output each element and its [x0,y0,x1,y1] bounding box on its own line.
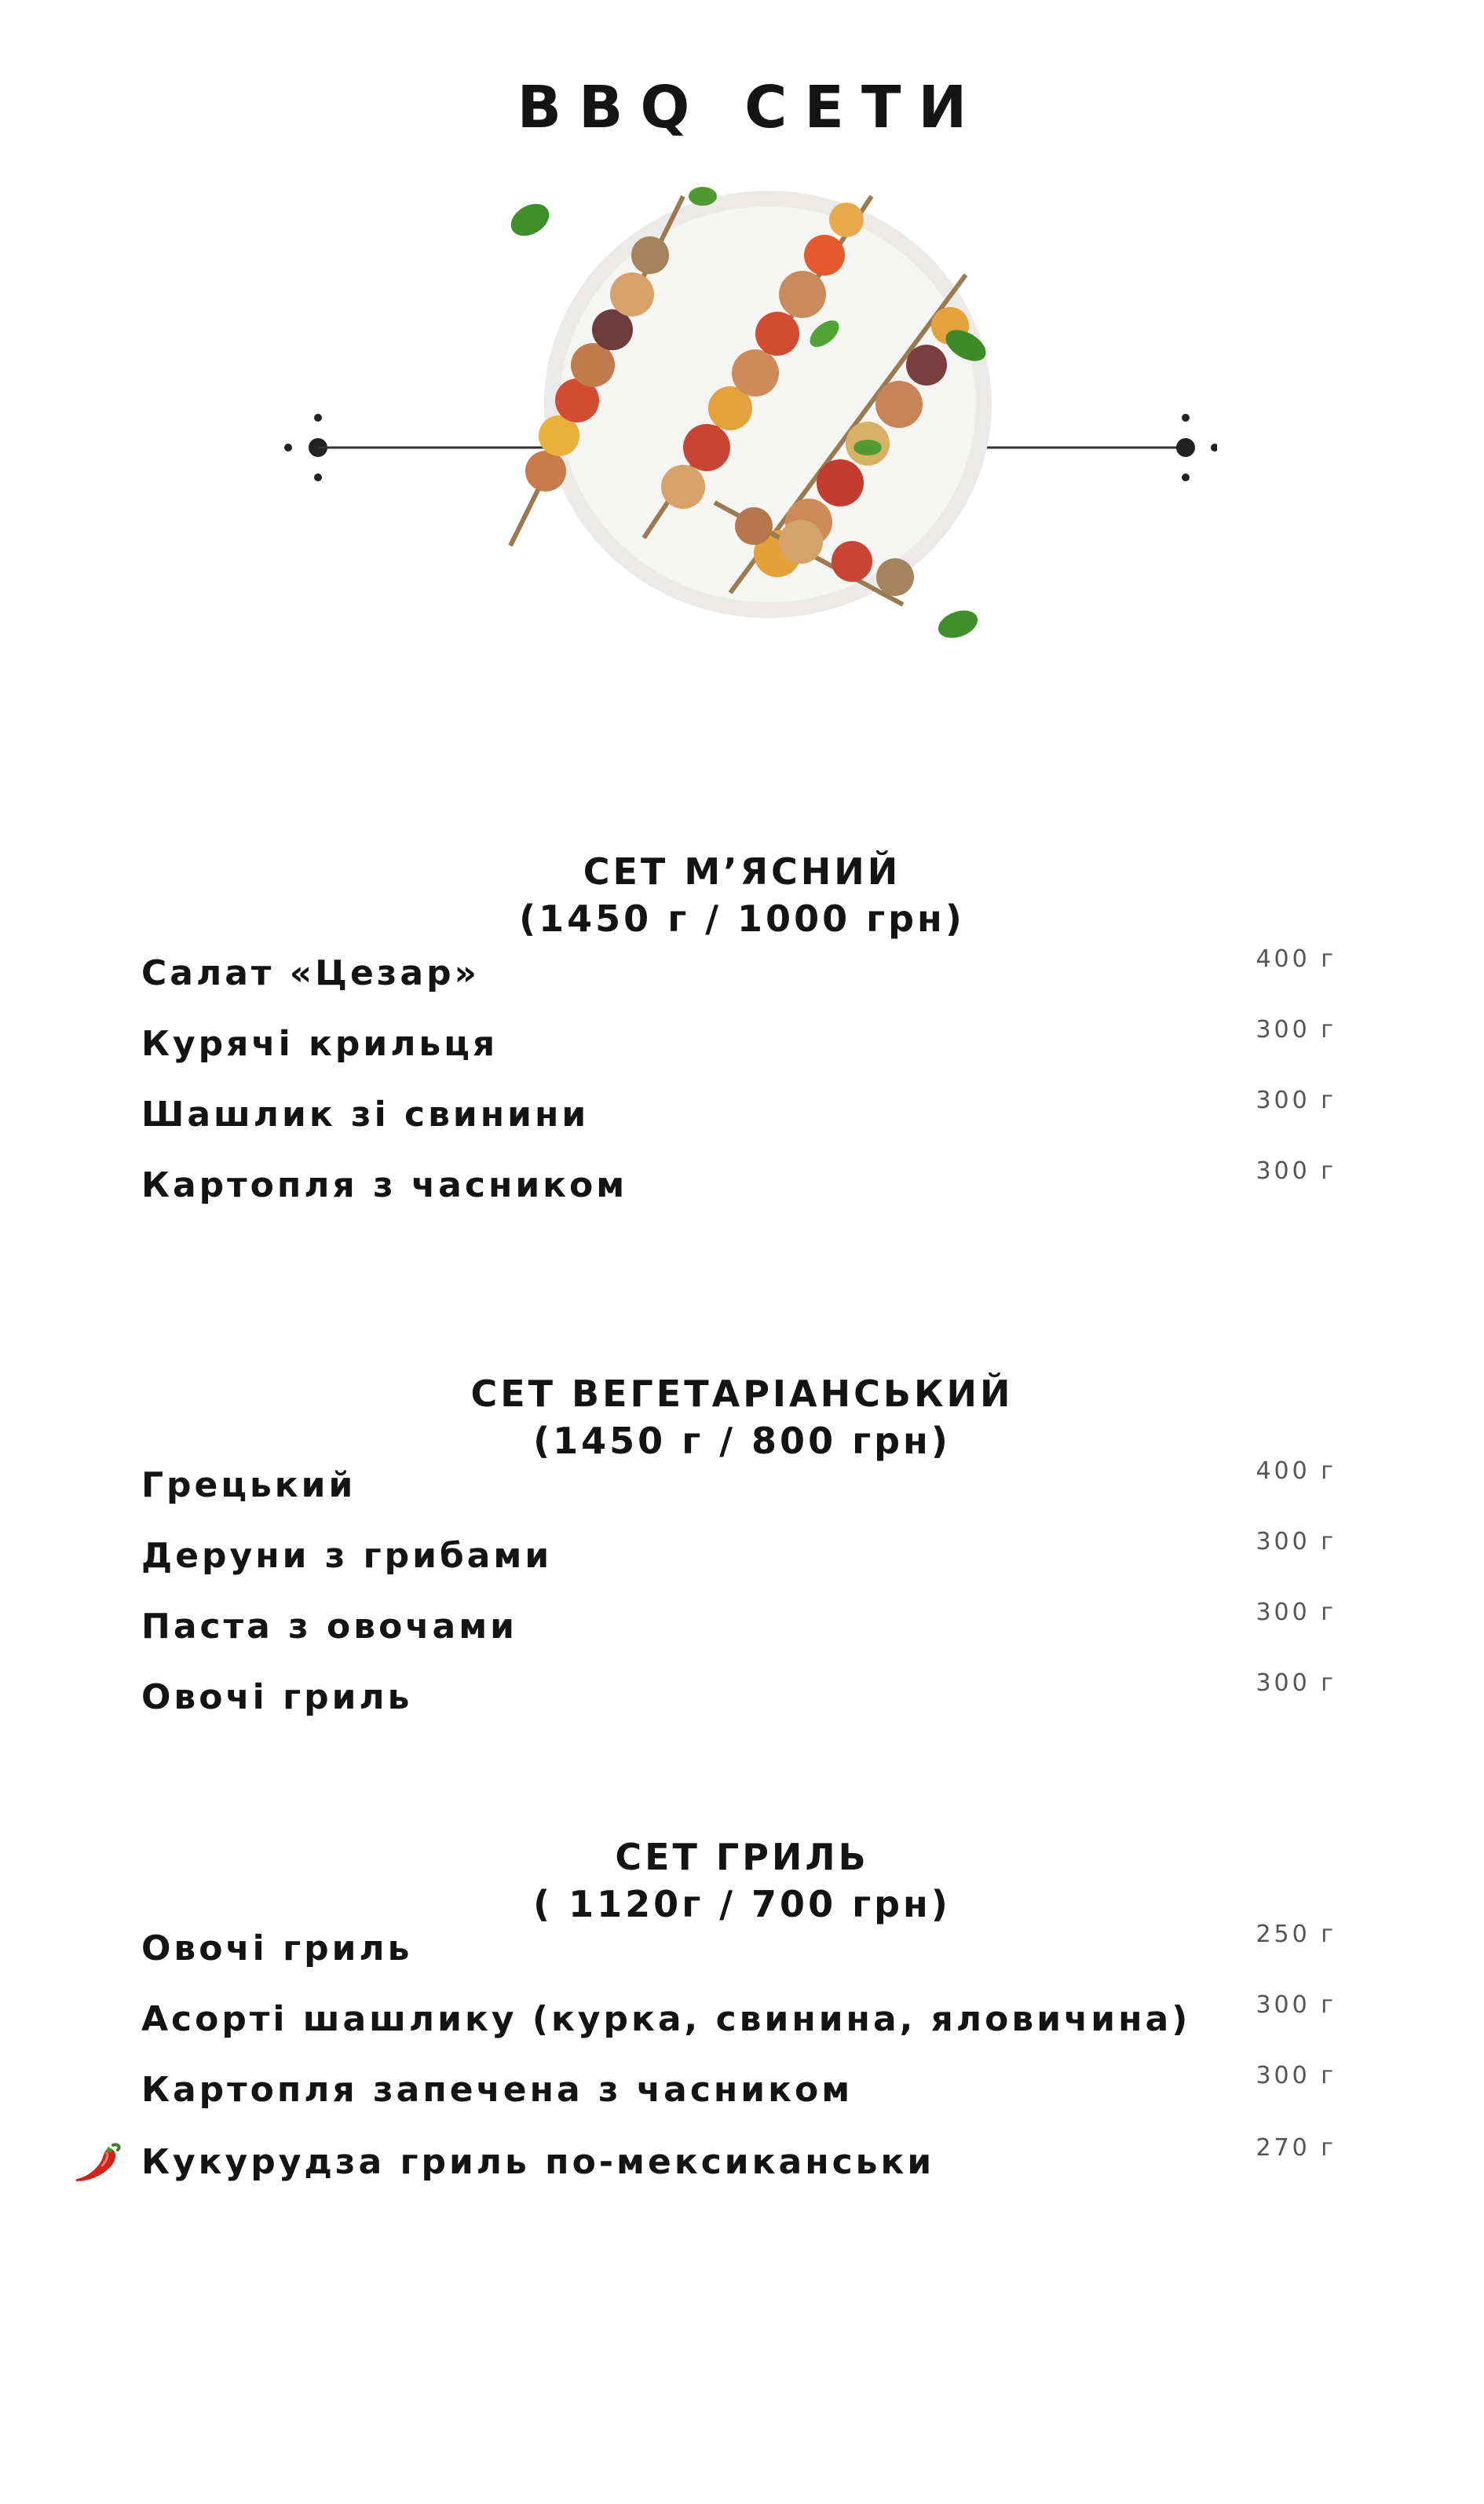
menu-item [141,1016,1343,1076]
divider-right [978,414,1217,481]
section-heading-grill [0,1833,1484,1928]
item-name: Грецький [141,1465,356,1505]
item-name: Овочі гриль [141,1928,413,1968]
menu-item [141,1669,1343,1729]
item-weight: 300 г [1256,1016,1336,1044]
menu-item [141,1528,1343,1588]
menu-item [141,1599,1343,1658]
item-name: Шашлик зі свинини [141,1095,590,1135]
item-name: Деруни з грибами [141,1536,553,1576]
menu-item [141,1087,1343,1146]
section-summary: ( 1120г / 700 грн) [533,1883,951,1925]
item-name: Асорті шашлику (курка, свинина, яловичина) [141,1999,1191,2039]
skewer-plate-image [505,187,992,643]
section-heading-vegetarian [0,1370,1484,1464]
item-weight: 300 г [1256,1157,1336,1185]
menu-item [141,1157,1343,1217]
section-summary: (1450 г / 800 грн) [533,1420,951,1462]
item-weight: 270 г [1256,2134,1336,2162]
divider-left [284,414,550,481]
hero-illustration [275,165,1217,667]
section-summary: (1450 г / 1000 грн) [519,897,965,940]
item-weight: 300 г [1256,1669,1336,1697]
item-weight: 300 г [1256,1087,1336,1114]
section-title: СЕТ М’ЯСНИЙ [583,850,901,893]
menu-item [141,1991,1343,2051]
item-name: Паста з овочами [141,1607,517,1647]
section-title: СЕТ ГРИЛЬ [615,1836,869,1878]
item-weight: 300 г [1256,1599,1336,1626]
item-name: Салат «Цезар» [141,953,480,993]
menu-item [141,2134,1343,2194]
item-weight: 400 г [1256,1457,1336,1485]
item-weight: 300 г [1256,1991,1336,2019]
item-name: Кукурудза гриль по-мексиканськи [141,2142,935,2182]
item-name: Овочі гриль [141,1677,413,1717]
page-title: BBQ СЕТИ [517,74,985,141]
section-heading-meat [0,848,1484,942]
item-weight: 300 г [1256,2062,1336,2089]
item-name: Картопля запечена з часником [141,2070,853,2110]
menu-item [141,1457,1343,1517]
item-name: Курячі крильця [141,1024,499,1064]
item-weight: 300 г [1256,1528,1336,1555]
menu-item [141,2062,1343,2122]
item-name: Картопля з часником [141,1165,628,1205]
menu-item [141,1921,1343,1980]
chili-pepper-icon [72,2137,124,2189]
menu-item [141,945,1343,1005]
item-weight: 250 г [1256,1921,1336,1948]
section-title: СЕТ ВЕГЕТАРІАНСЬКИЙ [470,1373,1014,1415]
item-weight: 400 г [1256,945,1336,973]
